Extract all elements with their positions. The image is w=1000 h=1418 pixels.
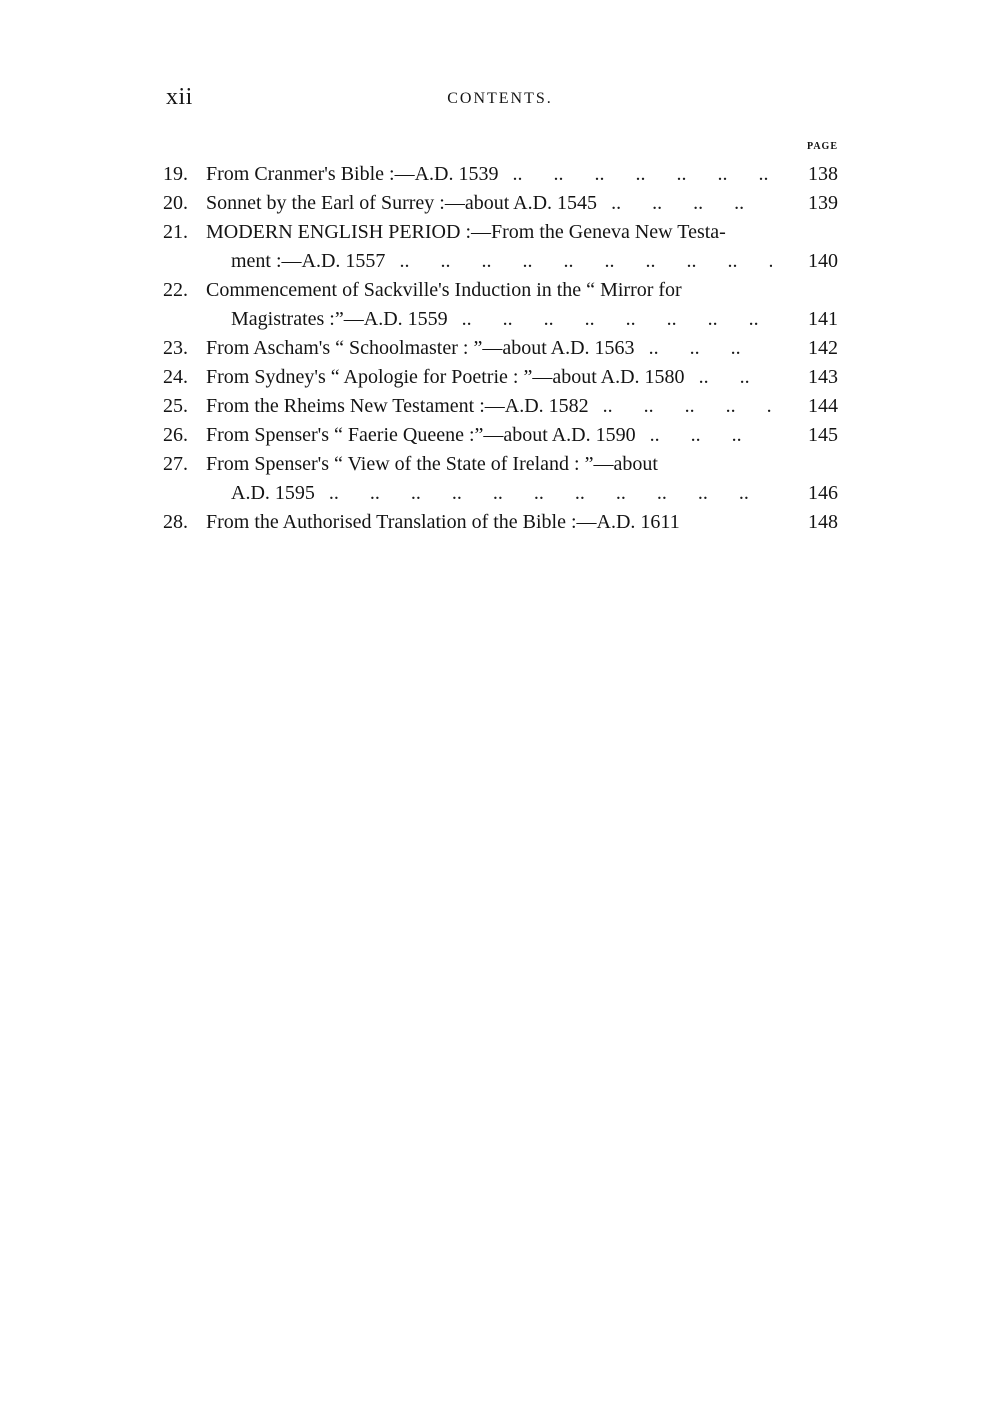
entry-line-continued — [206, 247, 772, 276]
entry-page-number: 146 — [808, 482, 838, 504]
entry-line — [206, 276, 772, 305]
entry-page-number: 148 — [808, 511, 838, 533]
entry-title: From Spenser's “ Faerie Queene :”—about A.D. 1590 — [206, 424, 636, 446]
entry-number: 23. — [163, 337, 188, 359]
entry-title: From the Rheims New Testament :—A.D. 1582 — [206, 395, 589, 417]
entry-title: MODERN ENGLISH PERIOD :—From the Geneva New Testa- — [206, 221, 726, 243]
dot-leader — [498, 160, 772, 189]
dot-leader — [448, 305, 772, 334]
entry-title: Sonnet by the Earl of Surrey :—about A.D. 1545 — [206, 192, 598, 214]
entry-title: From Sydney's “ Apologie for Poetrie : ”—about A.D. 1580 — [206, 366, 685, 388]
toc-entry-22 — [163, 276, 843, 334]
toc-entry-21 — [163, 218, 843, 276]
toc-entry-23 — [163, 334, 843, 363]
entry-page-number: 139 — [808, 192, 838, 214]
entry-title-continued: Magistrates :”—A.D. 1559 — [231, 308, 448, 330]
entry-title: From Ascham's “ Schoolmaster : ”—about A.D. 1563 — [206, 337, 635, 359]
entry-line — [206, 508, 772, 537]
running-head: CONTENTS. — [447, 90, 553, 107]
entry-title: From the Authorised Translation of the Bible :—A.D. 1611 — [206, 511, 680, 533]
dot-leader — [597, 189, 772, 218]
entry-number: 26. — [163, 424, 188, 446]
toc-entry-27 — [163, 450, 843, 508]
dot-leader — [589, 392, 772, 421]
toc-entry-24 — [163, 363, 843, 392]
entry-title: From Spenser's “ View of the State of Ireland : ”—about — [206, 453, 658, 475]
entry-page-number: 138 — [808, 163, 838, 185]
entry-page-number: 142 — [808, 337, 838, 359]
entry-line-continued — [206, 479, 772, 508]
entry-number: 22. — [163, 279, 188, 301]
toc-entry-20 — [163, 189, 843, 218]
dot-leader — [636, 421, 772, 450]
entry-number: 28. — [163, 511, 188, 533]
entry-page-number: 140 — [808, 250, 838, 272]
toc-entry-26 — [163, 421, 843, 450]
table-of-contents — [163, 160, 843, 537]
entry-line — [206, 189, 772, 218]
entry-line — [206, 218, 772, 247]
toc-entry-19 — [163, 160, 843, 189]
page-number: xii — [166, 84, 193, 110]
entry-number: 21. — [163, 221, 188, 243]
entry-title-continued: ment :—A.D. 1557 — [231, 250, 386, 272]
entry-page-number: 143 — [808, 366, 838, 388]
entry-title: Commencement of Sackville's Induction in the “ Mirror for — [206, 279, 682, 301]
entry-title-continued: A.D. 1595 — [231, 482, 315, 504]
entry-number: 27. — [163, 453, 188, 475]
entry-number: 19. — [163, 163, 188, 185]
entry-line — [206, 392, 772, 421]
dot-leader — [685, 363, 772, 392]
entry-line — [206, 421, 772, 450]
entry-line — [206, 450, 772, 479]
entry-number: 25. — [163, 395, 188, 417]
entry-number: 20. — [163, 192, 188, 214]
entry-page-number: 144 — [808, 395, 838, 417]
toc-entry-28 — [163, 508, 843, 537]
dot-leader — [385, 247, 772, 276]
entry-line — [206, 363, 772, 392]
entry-line — [206, 334, 772, 363]
entry-line-continued — [206, 305, 772, 334]
entry-line — [206, 160, 772, 189]
page-column-heading: PAGE — [806, 141, 838, 152]
entry-number: 24. — [163, 366, 188, 388]
toc-entry-25 — [163, 392, 843, 421]
entry-title: From Cranmer's Bible :—A.D. 1539 — [206, 163, 499, 185]
dot-leader — [635, 334, 772, 363]
entry-page-number: 141 — [808, 308, 838, 330]
dot-leader — [315, 479, 772, 508]
entry-page-number: 145 — [808, 424, 838, 446]
